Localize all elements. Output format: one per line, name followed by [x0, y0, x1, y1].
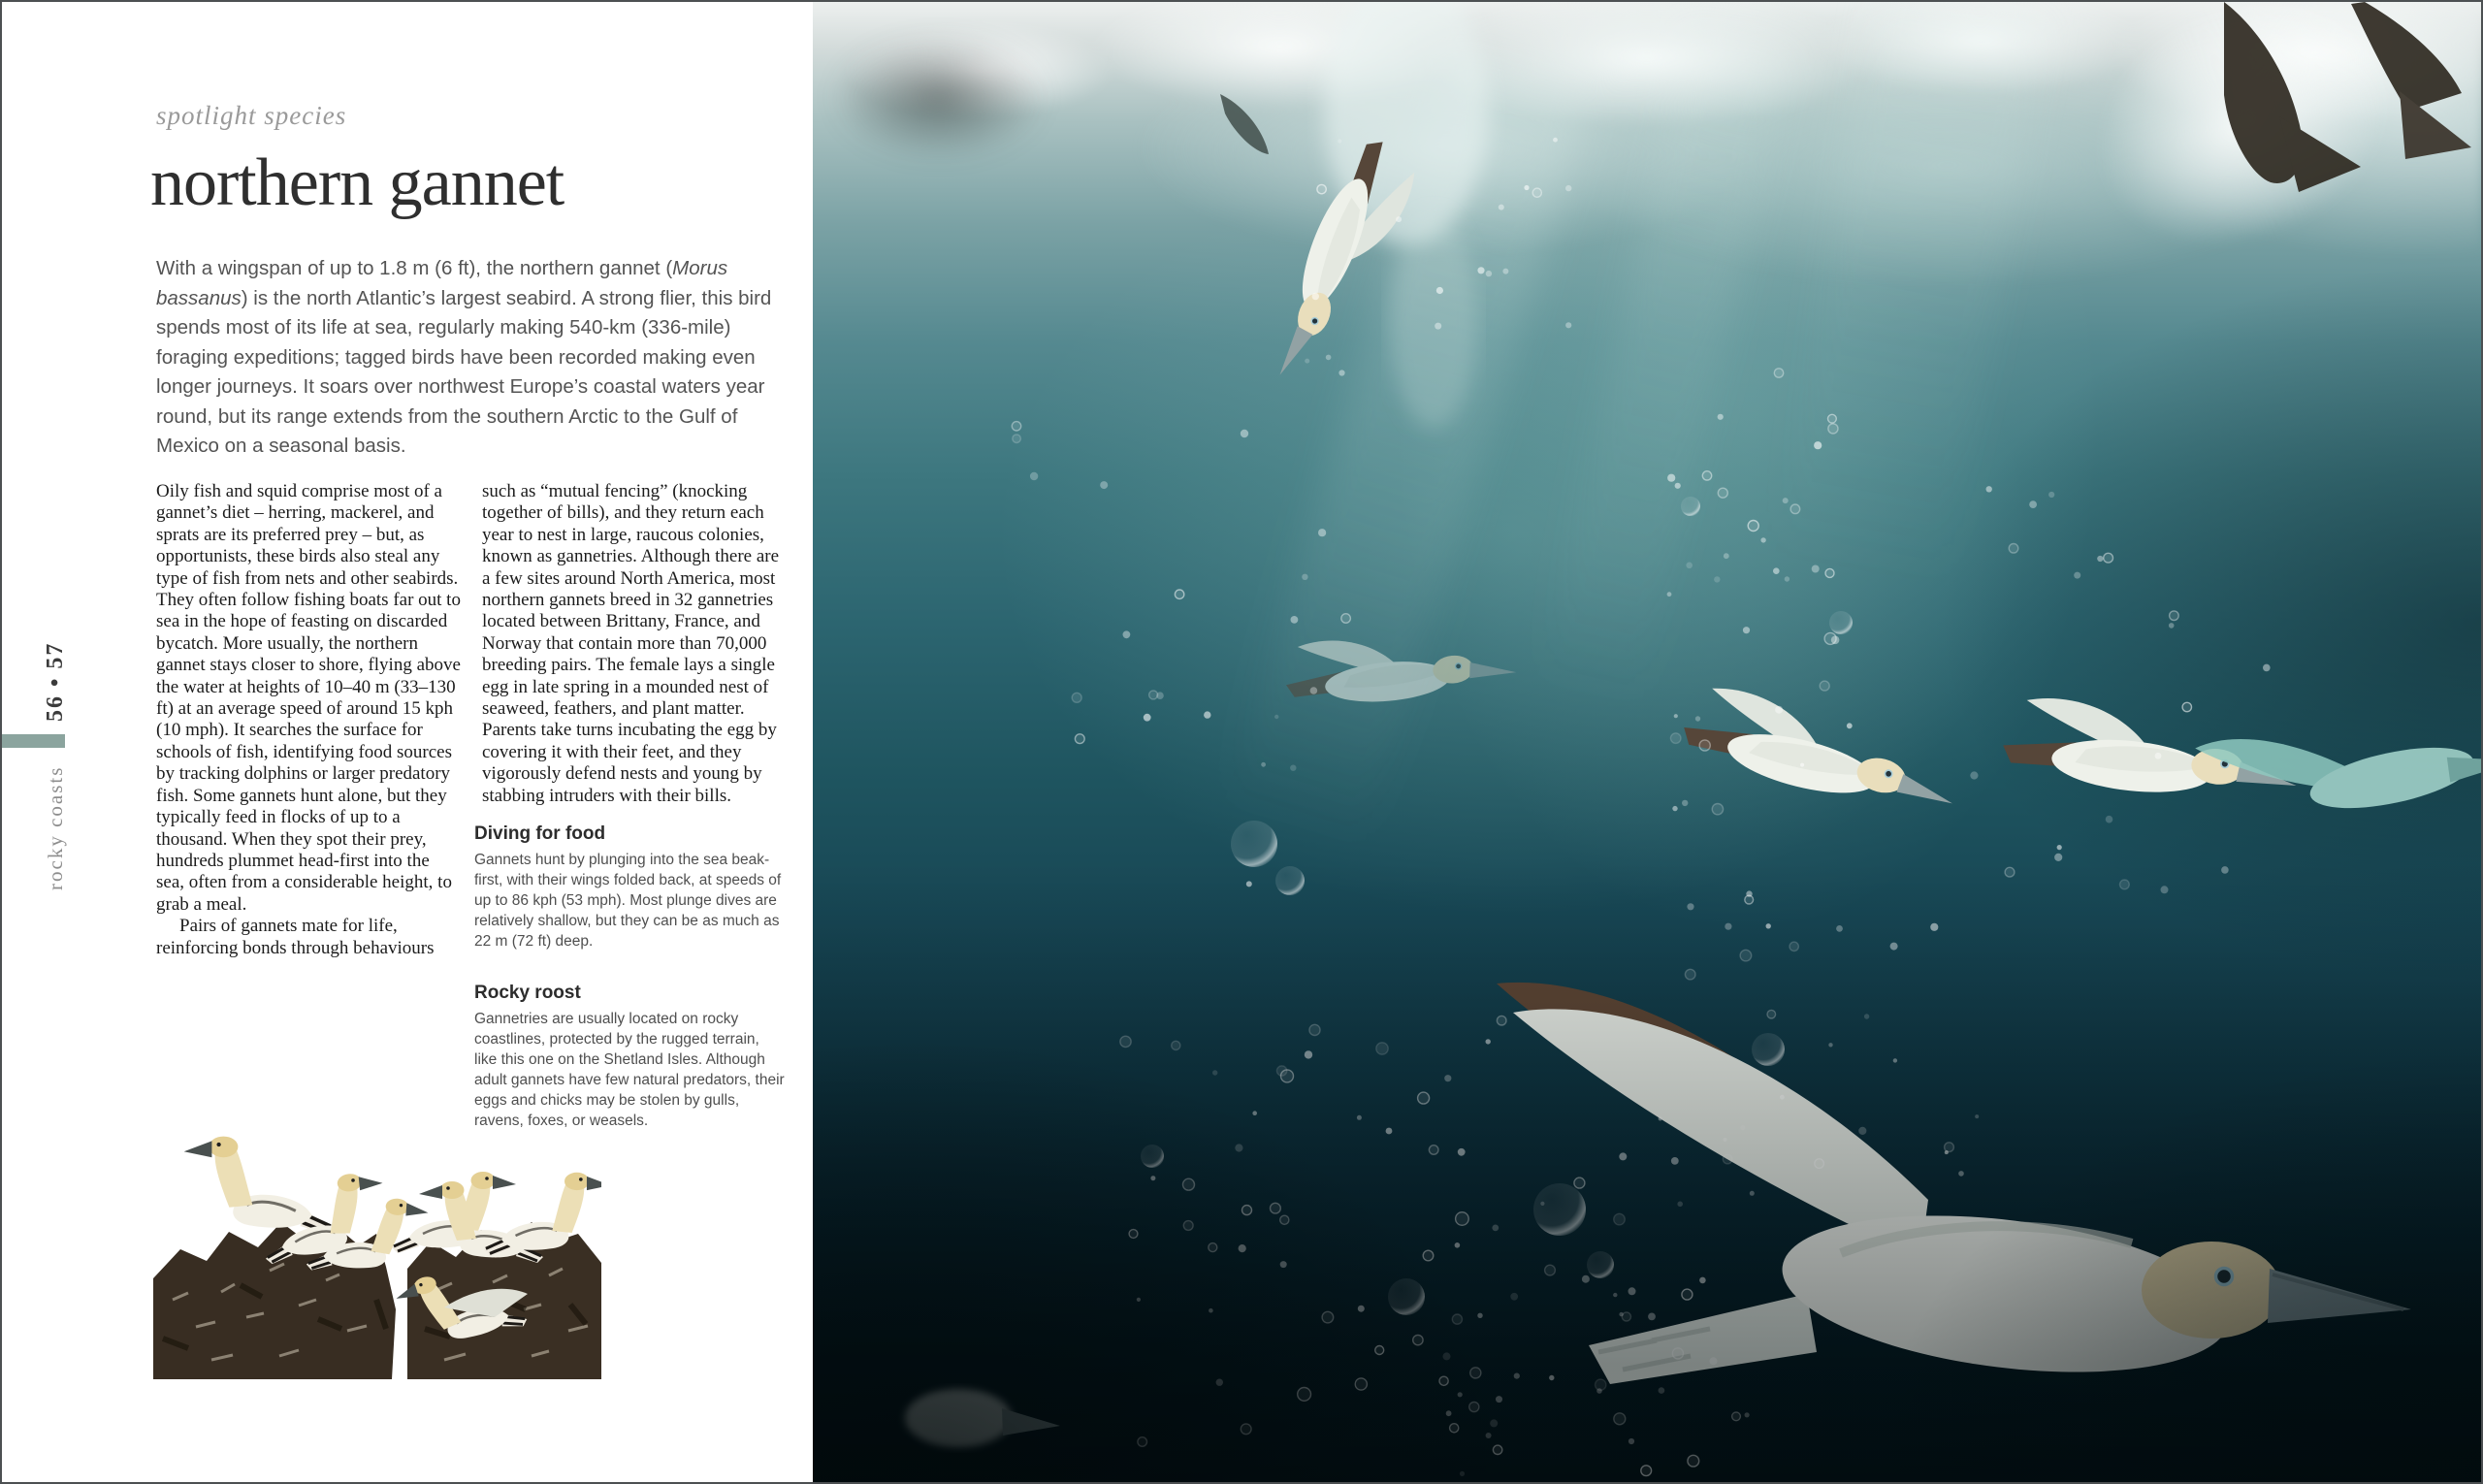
page-title: northern gannet	[150, 145, 564, 220]
kicker-spotlight-species: spotlight species	[156, 101, 347, 130]
body-paragraph: Oily fish and squid comprise most of a gannet’s diet – herring, mackerel, and sprats are its preferred prey – but, as opportunists, these birds also steal any type of fish from nets and other seabirds. They often follow fishing boats far out to sea in the hope of feasting on discarded bycatch. More usually, the northern gannet stays closer to shore, flying above the water at heights of 10–40 m (33–130 ft) at an average speed of around 15 kph (10 mph). It searches the surface for schools of fish, identifying food sources by tracking dolphins or larger predatory fish. Some gannets hunt alone, but they typically feed in flocks of up to a thousand. When they spot their prey, hundreds plummet head-first into the sea, often from a considerable height, to grab a meal.	[156, 481, 461, 915]
section-label: rocky coasts	[44, 765, 67, 890]
caption-heading: Rocky roost	[474, 983, 581, 1003]
section-accent-bar	[2, 734, 65, 748]
body-paragraph: such as “mutual fencing” (knocking together of bills), and they return each year to nest in large, raucous colonies, known as gannetries. Although there are a few sites around North America, most northern gannets breed in 32 gannetries located between Brittany, France, and Norway that contain more than 70,000 breeding pairs. The female lays a single egg in late spring in a mounded nest of seaweed, feathers, and plant matter. Parents take turns incubating the egg by covering it with their feet, and they vigorously defend nests and young by stabbing intruders with their bills.	[482, 481, 780, 806]
species-latin-name: Morus bassanus	[156, 257, 728, 309]
intro-paragraph	[156, 254, 796, 462]
depth-vignette	[813, 2, 2481, 1482]
caption-text: Gannetries are usually located on rocky coastlines, protected by the rugged terrain, like this one on the Shetland Isles. Although adult gannets have few natural predators, their eggs and chicks may be stolen by gulls, ravens, foxes, or weasels.	[474, 1010, 785, 1129]
caption-text: Gannets hunt by plunging into the sea beak-first, with their wings folded back, at speeds of up to 86 kph (53 mph). Most plunge dives are relatively shallow, but they can be as much as 22 m (72 ft) deep.	[474, 851, 782, 950]
main-photo-underwater-gannets	[813, 2, 2481, 1482]
page-numbers: 56 • 57	[43, 641, 68, 722]
caption-heading: Diving for food	[474, 823, 606, 844]
body-paragraph: Pairs of gannets mate for life, reinforcing bonds through behaviours	[156, 916, 435, 958]
caption-diving-for-food	[474, 823, 785, 952]
intro-text-post: ) is the north Atlantic’s largest seabird. A strong flier, this bird spends most of its life at sea, regularly making 540-km (336-mile) foraging expeditions; tagged birds have been recorded making even longer journeys. It soars over northwest Europe’s coastal waters year round, but its range extends from the southern Arctic to the Gulf of Mexico on a seasonal basis.	[156, 286, 772, 457]
intro-text-pre: With a wingspan of up to 1.8 m (6 ft), the northern gannet (	[156, 257, 673, 279]
body-column-1	[156, 481, 461, 959]
colony-photo	[153, 1077, 601, 1382]
